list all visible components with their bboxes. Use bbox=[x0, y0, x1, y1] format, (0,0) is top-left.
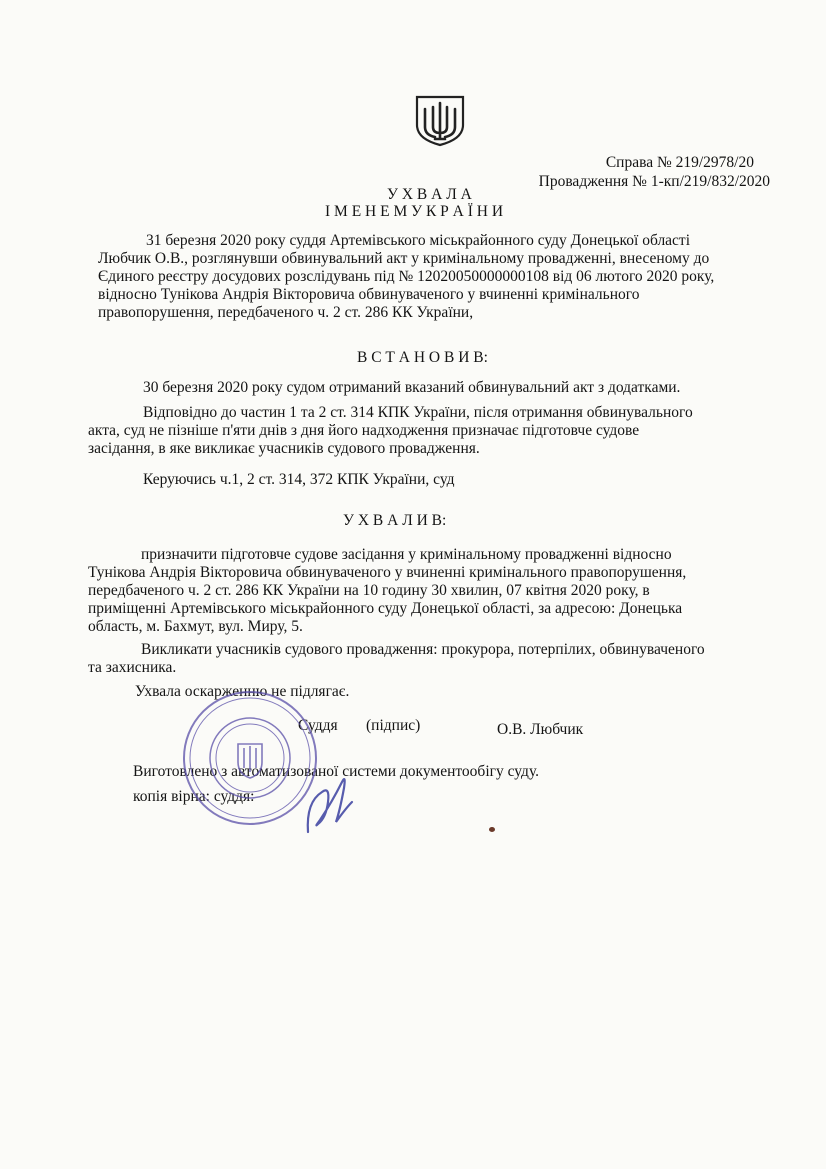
document-subtitle: І М Е Н Е М У К Р А Ї Н И bbox=[325, 203, 504, 220]
handwritten-signature-icon bbox=[288, 762, 368, 842]
signature-role: Суддя bbox=[298, 717, 338, 734]
ruling-paragraph: приміщенні Артемівського міськрайонного суду Донецької області, за адресою: Донецька bbox=[88, 600, 683, 617]
copy-certified: копія вірна: суддя: bbox=[133, 788, 255, 805]
established-paragraph: засідання, в яке викликає учасників судового провадження. bbox=[88, 440, 480, 457]
ruling-paragraph: передбаченого ч. 2 ст. 286 КК України на 10 годину 30 хвилин, 07 квітня 2020 року, в bbox=[88, 582, 650, 599]
proceeding-number: Провадження № 1-кп/219/832/2020 bbox=[538, 173, 770, 190]
ruling-paragraph: Викликати учасників судового провадження: прокурора, потерпілих, обвинуваченого bbox=[141, 641, 705, 658]
ruling-paragraph: Тунікова Андрія Вікторовича обвинуваченого у вчиненні кримінального правопорушення, bbox=[88, 564, 687, 581]
section-heading-ruled: У Х В А Л И В: bbox=[343, 512, 447, 529]
ruling-paragraph: область, м. Бахмут, вул. Миру, 5. bbox=[88, 618, 303, 635]
generated-note: Виготовлено з автоматизованої системи документообігу суду. bbox=[133, 763, 540, 780]
ruling-paragraph: призначити підготовче судове засідання у кримінальному провадженні відносно bbox=[141, 546, 672, 563]
intro-line: Любчик О.В., розглянувши обвинувальний акт у кримінальному провадженні, внесеному до bbox=[98, 250, 710, 267]
intro-line: Єдиного реєстру досудових розслідувань під № 12020050000000108 від 06 лютого 2020 року, bbox=[98, 268, 715, 285]
ink-dot-icon bbox=[488, 826, 496, 833]
established-paragraph: Керуючись ч.1, 2 ст. 314, 372 КПК України, суд bbox=[143, 471, 455, 488]
signature-name: О.В. Любчик bbox=[497, 721, 584, 738]
ruling-paragraph: Ухвала оскарженню не підлягає. bbox=[135, 683, 350, 700]
established-paragraph: акта, суд не пізніше п'яти днів з дня його надходження призначає підготовче судове bbox=[88, 422, 640, 439]
established-paragraph: Відповідно до частин 1 та 2 ст. 314 КПК України, після отримання обвинувального bbox=[143, 404, 693, 421]
coat-of-arms-icon bbox=[413, 93, 467, 147]
established-paragraph: 30 березня 2020 року судом отриманий вказаний обвинувальний акт з додатками. bbox=[143, 379, 681, 396]
signature-signed: (підпис) bbox=[366, 717, 421, 734]
intro-line: 31 березня 2020 року суддя Артемівського міськрайонного суду Донецької області bbox=[146, 232, 691, 249]
document-title: У Х В А Л А bbox=[387, 186, 472, 203]
ruling-paragraph: та захисника. bbox=[88, 659, 177, 676]
intro-line: відносно Тунікова Андрія Вікторовича обвинуваченого у вчиненні кримінального bbox=[98, 286, 640, 303]
case-number: Справа № 219/2978/20 bbox=[605, 154, 754, 171]
section-heading-established: В С Т А Н О В И В: bbox=[357, 349, 488, 366]
intro-line: правопорушення, передбаченого ч. 2 ст. 286 КК України, bbox=[98, 304, 474, 321]
